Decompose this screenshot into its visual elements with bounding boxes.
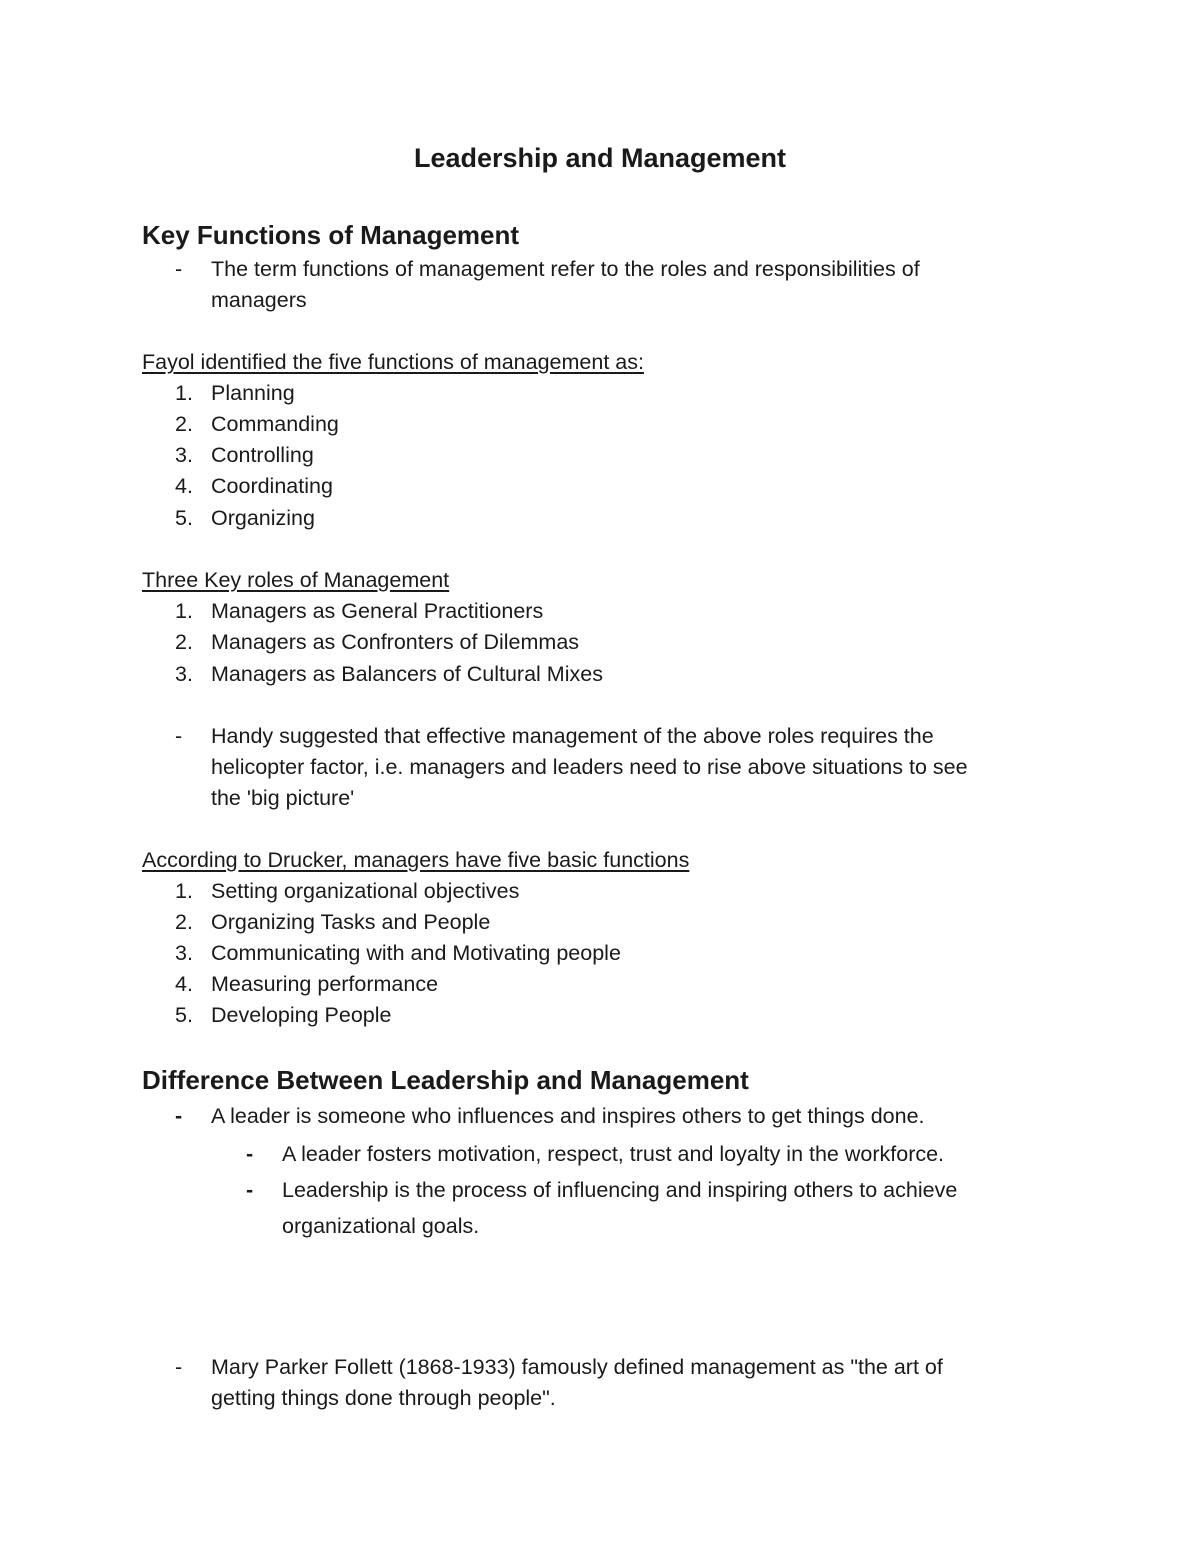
section-heading-difference: Difference Between Leadership and Management	[142, 1065, 749, 1095]
roles-label: Three Key roles of Management	[142, 568, 450, 592]
list-item: Setting organizational objectives	[211, 879, 520, 903]
leader-text: A leader is someone who influences and inspires others to get things done.	[211, 1104, 925, 1128]
list-dash: -	[175, 257, 183, 281]
list-number: 4.	[175, 474, 193, 498]
list-dash: -	[246, 1142, 254, 1166]
list-number: 1.	[175, 879, 193, 903]
drucker-label: According to Drucker, managers have five basic functions	[142, 848, 690, 872]
list-number: 3.	[175, 662, 193, 686]
intro-text-line: The term functions of management refer to the roles and responsibilities of	[211, 257, 920, 281]
list-item: Planning	[211, 381, 295, 405]
list-item: Organizing Tasks and People	[211, 910, 491, 934]
list-number: 5.	[175, 506, 193, 530]
fayol-label: Fayol identified the five functions of management as:	[142, 350, 644, 374]
list-item: Coordinating	[211, 474, 333, 498]
list-number: 1.	[175, 381, 193, 405]
list-number: 2.	[175, 630, 193, 654]
list-dash: -	[246, 1178, 254, 1202]
document-title: Leadership and Management	[413, 143, 787, 173]
process-text-line: organizational goals.	[282, 1214, 480, 1238]
list-number: 5.	[175, 1003, 193, 1027]
fosters-text: A leader fosters motivation, respect, trust and loyalty in the workforce.	[282, 1142, 945, 1166]
list-dash: -	[175, 724, 183, 748]
list-dash: -	[175, 1104, 183, 1128]
list-item: Controlling	[211, 443, 314, 467]
list-number: 2.	[175, 412, 193, 436]
handy-text-line: Handy suggested that effective management of the above roles requires the	[211, 724, 934, 748]
list-number: 3.	[175, 941, 193, 965]
list-number: 2.	[175, 910, 193, 934]
list-item: Communicating with and Motivating people	[211, 941, 621, 965]
list-dash: -	[175, 1355, 183, 1379]
list-number: 4.	[175, 972, 193, 996]
intro-text-line: managers	[211, 288, 307, 312]
list-item: Developing People	[211, 1003, 392, 1027]
follett-text-line: getting things done through people".	[211, 1386, 556, 1410]
list-item: Commanding	[211, 412, 339, 436]
list-item: Managers as General Practitioners	[211, 599, 544, 623]
list-number: 1.	[175, 599, 193, 623]
process-text-line: Leadership is the process of influencing and inspiring others to achieve	[282, 1178, 958, 1202]
list-item: Organizing	[211, 506, 315, 530]
list-item: Managers as Confronters of Dilemmas	[211, 630, 580, 654]
handy-text-line: helicopter factor, i.e. managers and leaders need to rise above situations to see	[211, 755, 968, 779]
list-item: Managers as Balancers of Cultural Mixes	[211, 662, 603, 686]
handy-text-line: the 'big picture'	[211, 786, 355, 810]
list-item: Measuring performance	[211, 972, 439, 996]
follett-text-line: Mary Parker Follett (1868-1933) famously defined management as "the art of	[211, 1355, 943, 1379]
section-heading-key-functions: Key Functions of Management	[142, 220, 520, 250]
list-number: 3.	[175, 443, 193, 467]
